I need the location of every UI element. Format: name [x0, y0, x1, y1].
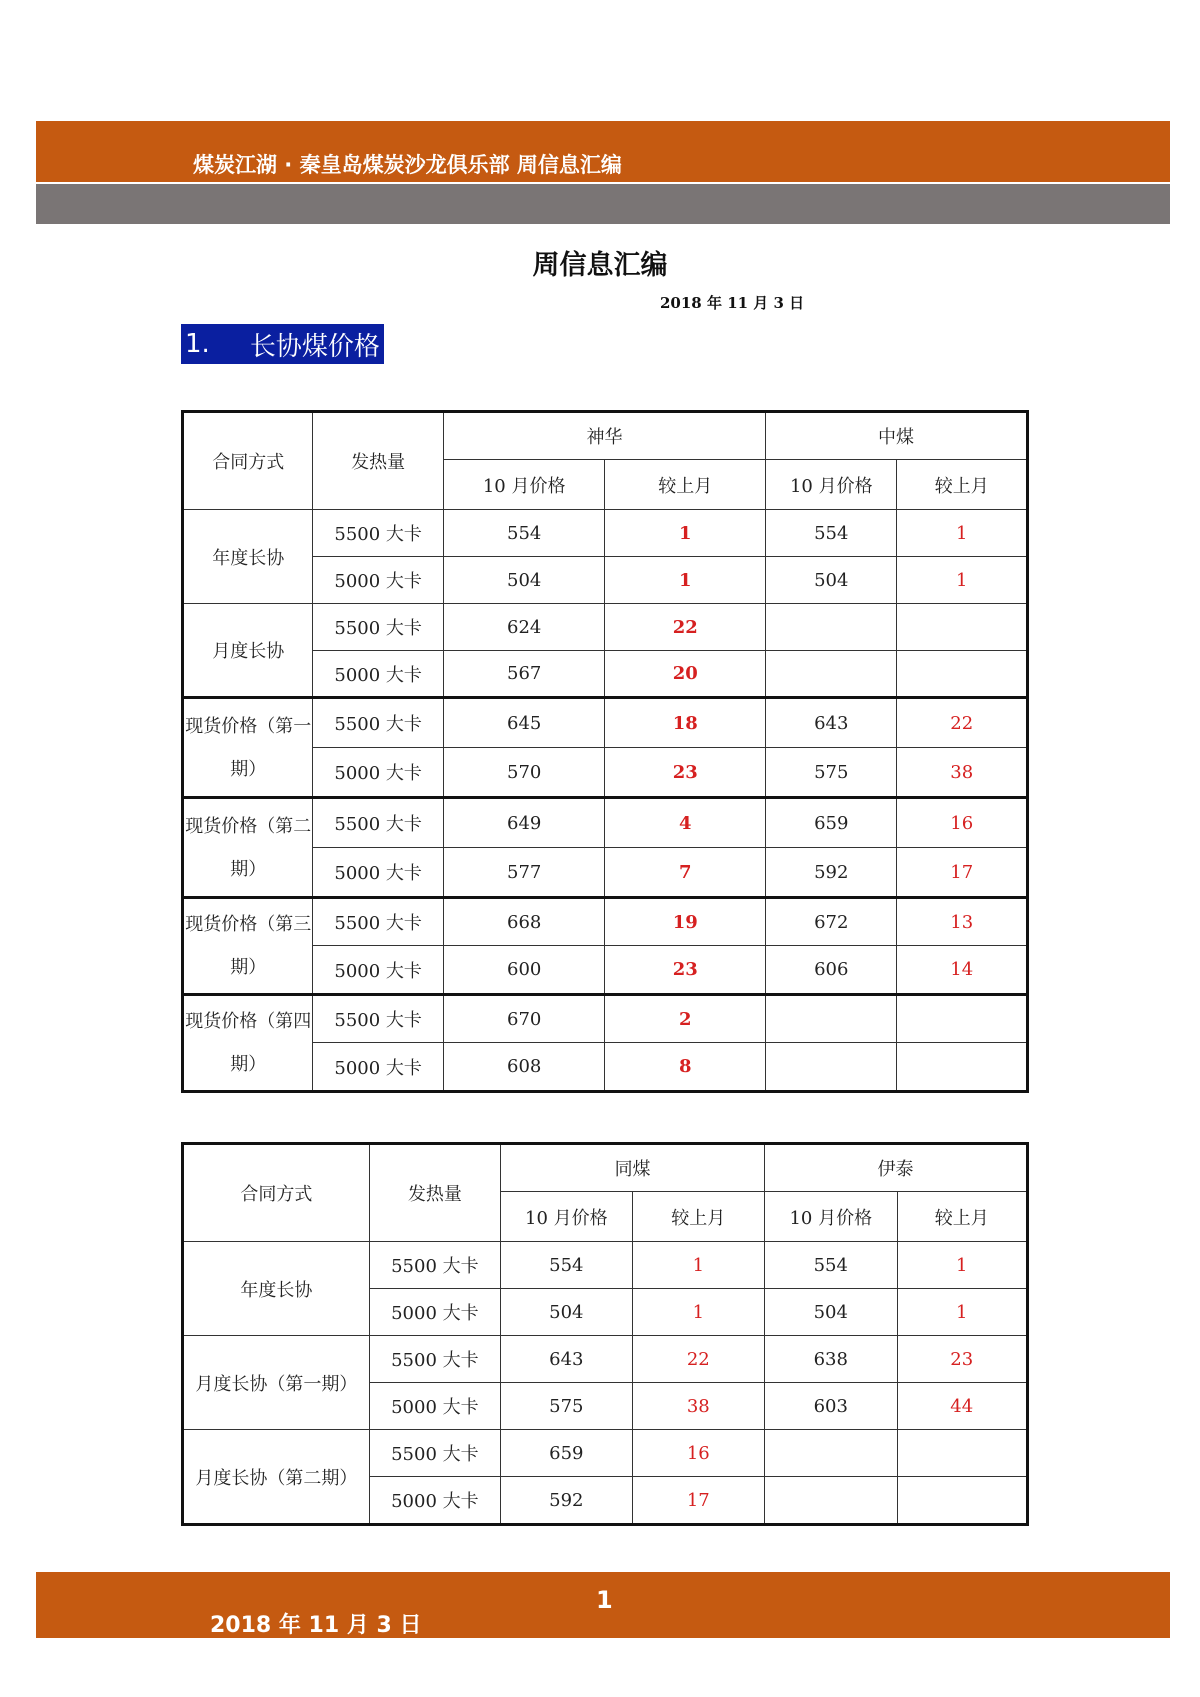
- cell-price: 554: [443, 510, 605, 557]
- cell-heat: 5000 大卡: [313, 651, 443, 698]
- cell-change: 22: [897, 698, 1028, 748]
- cell-price: 504: [443, 557, 605, 604]
- cell-heat: 5000 大卡: [369, 1289, 500, 1336]
- cell-heat: 5000 大卡: [313, 748, 443, 798]
- cell-change: [897, 1043, 1028, 1092]
- row-group-label: 现货价格（第四期）: [183, 995, 313, 1092]
- cell-change: 1: [897, 557, 1028, 604]
- cell-price: 592: [501, 1477, 632, 1525]
- cell-price: 575: [766, 748, 897, 798]
- row-group-label: 年度长协: [183, 1242, 370, 1336]
- cell-heat: 5000 大卡: [313, 946, 443, 995]
- document-title: 周信息汇编: [532, 250, 668, 281]
- cell-change: 1: [897, 1242, 1028, 1289]
- cell-price: 504: [501, 1289, 632, 1336]
- header-heat: 发热量: [313, 412, 443, 510]
- row-group-label: 现货价格（第一期）: [183, 698, 313, 798]
- cell-heat: 5000 大卡: [369, 1477, 500, 1525]
- cell-price: 504: [765, 1289, 897, 1336]
- cell-change: 20: [605, 651, 766, 698]
- cell-change: 22: [605, 604, 766, 651]
- cell-change: [897, 1477, 1028, 1525]
- section-heading: [181, 324, 384, 364]
- cell-change: 14: [897, 946, 1028, 995]
- row-group-label: 现货价格（第三期）: [183, 898, 313, 995]
- cell-change: 1: [897, 1289, 1028, 1336]
- header-heat: 发热量: [369, 1144, 500, 1242]
- cell-change: 1: [632, 1242, 764, 1289]
- cell-heat: 5500 大卡: [313, 604, 443, 651]
- section-number: 1.: [185, 329, 210, 359]
- cell-price: [766, 604, 897, 651]
- cell-heat: 5500 大卡: [313, 698, 443, 748]
- cell-price: 608: [443, 1043, 605, 1092]
- header-price: 10 月价格: [443, 460, 605, 510]
- cell-price: 672: [766, 898, 897, 946]
- cell-change: 1: [605, 557, 766, 604]
- cell-change: 4: [605, 798, 766, 848]
- header-title: 煤炭江湖 · 秦皇岛煤炭沙龙俱乐部 周信息汇编: [193, 153, 622, 177]
- cell-change: 23: [897, 1336, 1028, 1383]
- cell-price: 592: [766, 848, 897, 898]
- cell-change: 2: [605, 995, 766, 1043]
- cell-change: 23: [605, 748, 766, 798]
- cell-price: 643: [501, 1336, 632, 1383]
- table-row: [183, 995, 1028, 1043]
- cell-price: [765, 1430, 897, 1477]
- cell-change: 22: [632, 1336, 764, 1383]
- cell-price: 577: [443, 848, 605, 898]
- cell-price: 600: [443, 946, 605, 995]
- cell-heat: 5500 大卡: [369, 1242, 500, 1289]
- cell-heat: 5500 大卡: [369, 1336, 500, 1383]
- cell-price: 570: [443, 748, 605, 798]
- cell-change: 13: [897, 898, 1028, 946]
- cell-change: 1: [897, 510, 1028, 557]
- cell-heat: 5500 大卡: [313, 898, 443, 946]
- cell-price: 638: [765, 1336, 897, 1383]
- cell-price: 567: [443, 651, 605, 698]
- document-date: 2018 年 11 月 3 日: [660, 294, 805, 312]
- cell-price: 649: [443, 798, 605, 848]
- header-change: 较上月: [605, 460, 766, 510]
- cell-price: [766, 1043, 897, 1092]
- page-number: 1: [596, 1586, 613, 1614]
- header-change: 较上月: [632, 1192, 764, 1242]
- cell-change: 16: [897, 798, 1028, 848]
- cell-change: [897, 995, 1028, 1043]
- row-group-label: 现货价格（第二期）: [183, 798, 313, 898]
- header-contract: 合同方式: [183, 412, 313, 510]
- cell-change: 38: [632, 1383, 764, 1430]
- cell-change: 44: [897, 1383, 1028, 1430]
- header-bar: [36, 121, 1170, 182]
- cell-price: 504: [766, 557, 897, 604]
- cell-heat: 5000 大卡: [313, 557, 443, 604]
- price-table-tongmei-yitai: [181, 1142, 1029, 1526]
- header-gray-band: [36, 184, 1170, 224]
- header-company-shenhua: 神华: [443, 412, 765, 460]
- cell-heat: 5500 大卡: [313, 995, 443, 1043]
- cell-change: 17: [632, 1477, 764, 1525]
- table-row: [183, 1242, 1028, 1289]
- cell-change: 18: [605, 698, 766, 748]
- cell-price: 603: [765, 1383, 897, 1430]
- header-price: 10 月价格: [766, 460, 897, 510]
- cell-change: 16: [632, 1430, 764, 1477]
- table-row: [183, 604, 1028, 651]
- cell-heat: 5500 大卡: [313, 510, 443, 557]
- cell-price: 554: [501, 1242, 632, 1289]
- table-row: [183, 1430, 1028, 1477]
- row-group-label: 月度长协（第一期）: [183, 1336, 370, 1430]
- price-table-shenhua-zhongmei: [181, 410, 1029, 1093]
- table-row: [183, 898, 1028, 946]
- cell-price: 554: [766, 510, 897, 557]
- cell-heat: 5000 大卡: [369, 1383, 500, 1430]
- cell-change: 17: [897, 848, 1028, 898]
- row-group-label: 月度长协: [183, 604, 313, 698]
- cell-price: 624: [443, 604, 605, 651]
- header-change: 较上月: [897, 460, 1028, 510]
- cell-price: 659: [766, 798, 897, 848]
- header-price: 10 月价格: [501, 1192, 632, 1242]
- cell-price: 554: [765, 1242, 897, 1289]
- cell-price: 668: [443, 898, 605, 946]
- cell-change: 19: [605, 898, 766, 946]
- cell-change: 1: [632, 1289, 764, 1336]
- cell-heat: 5500 大卡: [369, 1430, 500, 1477]
- cell-price: [765, 1477, 897, 1525]
- cell-change: 23: [605, 946, 766, 995]
- cell-price: 643: [766, 698, 897, 748]
- cell-heat: 5000 大卡: [313, 848, 443, 898]
- table-row: [183, 698, 1028, 748]
- cell-change: [897, 651, 1028, 698]
- cell-price: [766, 995, 897, 1043]
- cell-change: [897, 1430, 1028, 1477]
- footer-date: 2018 年 11 月 3 日: [210, 1613, 422, 1638]
- cell-change: [897, 604, 1028, 651]
- section-title: 长协煤价格: [249, 331, 380, 362]
- cell-change: 38: [897, 748, 1028, 798]
- cell-price: 659: [501, 1430, 632, 1477]
- cell-heat: 5000 大卡: [313, 1043, 443, 1092]
- table-row: [183, 1336, 1028, 1383]
- cell-price: 645: [443, 698, 605, 748]
- footer-bar: [36, 1572, 1170, 1638]
- cell-price: 575: [501, 1383, 632, 1430]
- header-company-tongmei: 同煤: [501, 1144, 765, 1192]
- header-company-zhongmei: 中煤: [766, 412, 1028, 460]
- cell-change: 1: [605, 510, 766, 557]
- cell-change: 8: [605, 1043, 766, 1092]
- cell-price: 670: [443, 995, 605, 1043]
- cell-change: 7: [605, 848, 766, 898]
- header-contract: 合同方式: [183, 1144, 370, 1242]
- table-row: [183, 798, 1028, 848]
- row-group-label: 年度长协: [183, 510, 313, 604]
- cell-price: [766, 651, 897, 698]
- cell-price: 606: [766, 946, 897, 995]
- row-group-label: 月度长协（第二期）: [183, 1430, 370, 1525]
- table-row: [183, 510, 1028, 557]
- cell-heat: 5500 大卡: [313, 798, 443, 848]
- header-company-yitai: 伊泰: [765, 1144, 1028, 1192]
- header-change: 较上月: [897, 1192, 1028, 1242]
- header-price: 10 月价格: [765, 1192, 897, 1242]
